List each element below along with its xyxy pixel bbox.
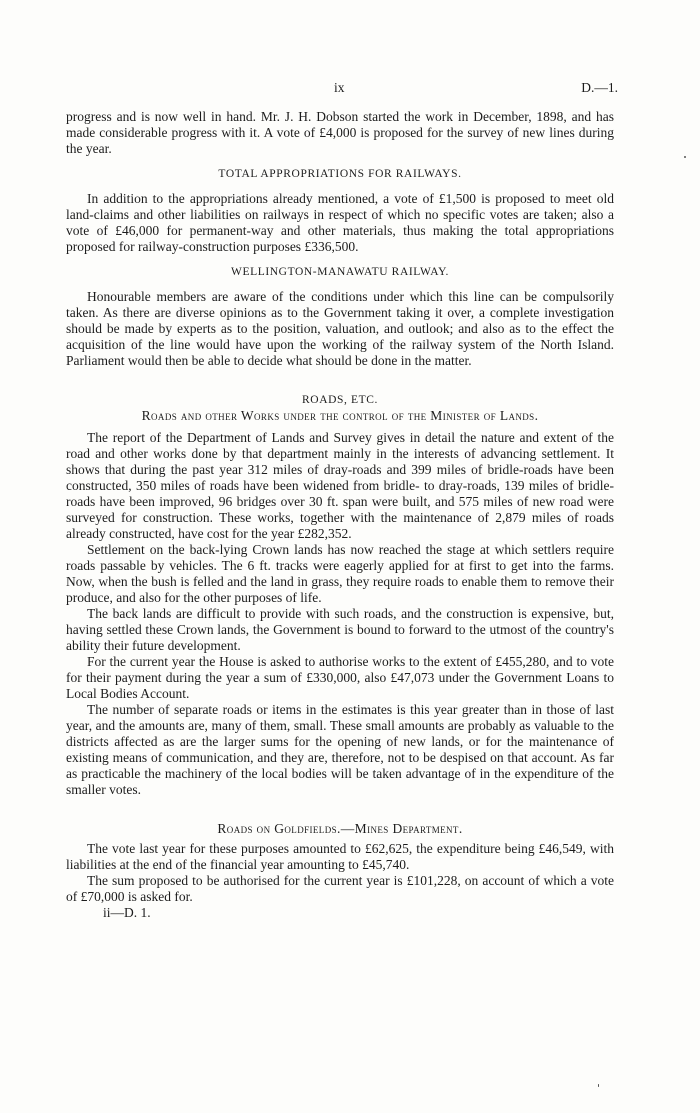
subheading-roads-lands: Roads and other Works under the control of the Minister of Lands. [141, 408, 539, 423]
document-body [66, 109, 614, 921]
page-header [66, 80, 618, 100]
paragraph-goldfields-proposed: The sum proposed to be authorised for the current year is £101,228, on account of which a vote of £70,000 is asked for. [66, 873, 614, 904]
document-reference: D.—1. [581, 80, 618, 95]
paragraph-survey-vote: progress and is now well in hand. Mr. J. H. Dobson started the work in December, 1898, and has made considerable progress with it. A vote of £4,000 is proposed for the survey of new lines during the year. [66, 109, 614, 156]
heading-total-appropriations: TOTAL APPROPRIATIONS FOR RAILWAYS. [218, 168, 462, 180]
paragraph-wellington-manawatu: Honourable members are aware of the conditions under which this line can be compulsorily taken. As there are diverse opinions as to the Government taking it over, a complete investigation should be made by experts as to the position, valuation, and outlook; and also as to the effect the acquisition of the line would have upon the working of the railway system of the North Island. Parliament would then be able to decide what should be done in the matter. [66, 289, 614, 368]
paragraph-back-lying-lands: Settlement on the back-lying Crown lands has now reached the stage at which settlers require roads passable by vehicles. The 6 ft. tracks were eagerly applied for at first to get into the farms. Now, when the bush is felled and the land in grass, they require roads to enable them to remove their produce, and also for the other purposes of life. [66, 542, 614, 605]
page-number: ix [334, 80, 345, 95]
scan-speck [684, 156, 686, 158]
heading-roads-etc: ROADS, ETC. [302, 394, 378, 406]
paragraph-goldfields-vote: The vote last year for these purposes amounted to £62,625, the expenditure being £46,549, with liabilities at the end of the financial year amounting to £45,740. [66, 841, 614, 872]
paragraph-appropriations: In addition to the appropriations already mentioned, a vote of £1,500 is proposed to meet old land-claims and other liabilities on railways in respect of which no specific votes are taken; also a vote of £46,000 for permanent-way and other materials, thus making the total appropriations proposed for railway-construction purposes £336,500. [66, 191, 614, 254]
heading-wellington-manawatu: WELLINGTON-MANAWATU RAILWAY. [231, 266, 449, 278]
paragraph-lands-survey-report: The report of the Department of Lands and Survey gives in detail the nature and extent of the road and other works done by that department mainly in the interests of advancing settlement. It shows that during the past year 312 miles of dray-roads and 399 miles of bridle-roads have been constructed, 350 miles of roads have been widened from bridle- to dray-roads, 139 miles of bridle-roads have been improved, 96 bridges over 30 ft. span were built, and 575 miles of new road were surveyed for construction. These works, together with the maintenance of 2,879 miles of roads already constructed, have cost for the year £282,352. [66, 430, 614, 541]
paragraph-current-year-works: For the current year the House is asked to authorise works to the extent of £455,280, and to vote for their payment during the year a sum of £330,000, also £47,073 under the Government Loans to Local Bodies Account. [66, 654, 614, 701]
paragraph-separate-roads: The number of separate roads or items in the estimates is this year greater than in those of last year, and the amounts are, many of them, small. These small amounts are probably as valuable to the districts affected as are the larger sums for the opening of new lands, or for the maintenance of existing means of communication, and they are, therefore, not to be despised on that account. As far as practicable the machinery of the local bodies will be taken advantage of in the expenditure of the smaller votes. [66, 702, 614, 797]
scan-speck [598, 1084, 599, 1087]
signature-mark: ii—D. 1. [103, 905, 151, 920]
heading-roads-on-goldfields: Roads on Goldfields.—Mines Department. [217, 821, 463, 836]
paragraph-back-lands-construction: The back lands are difficult to provide with such roads, and the construction is expensive, but, having settled these Crown lands, the Government is bound to forward to the utmost of the country's ability their future development. [66, 606, 614, 653]
